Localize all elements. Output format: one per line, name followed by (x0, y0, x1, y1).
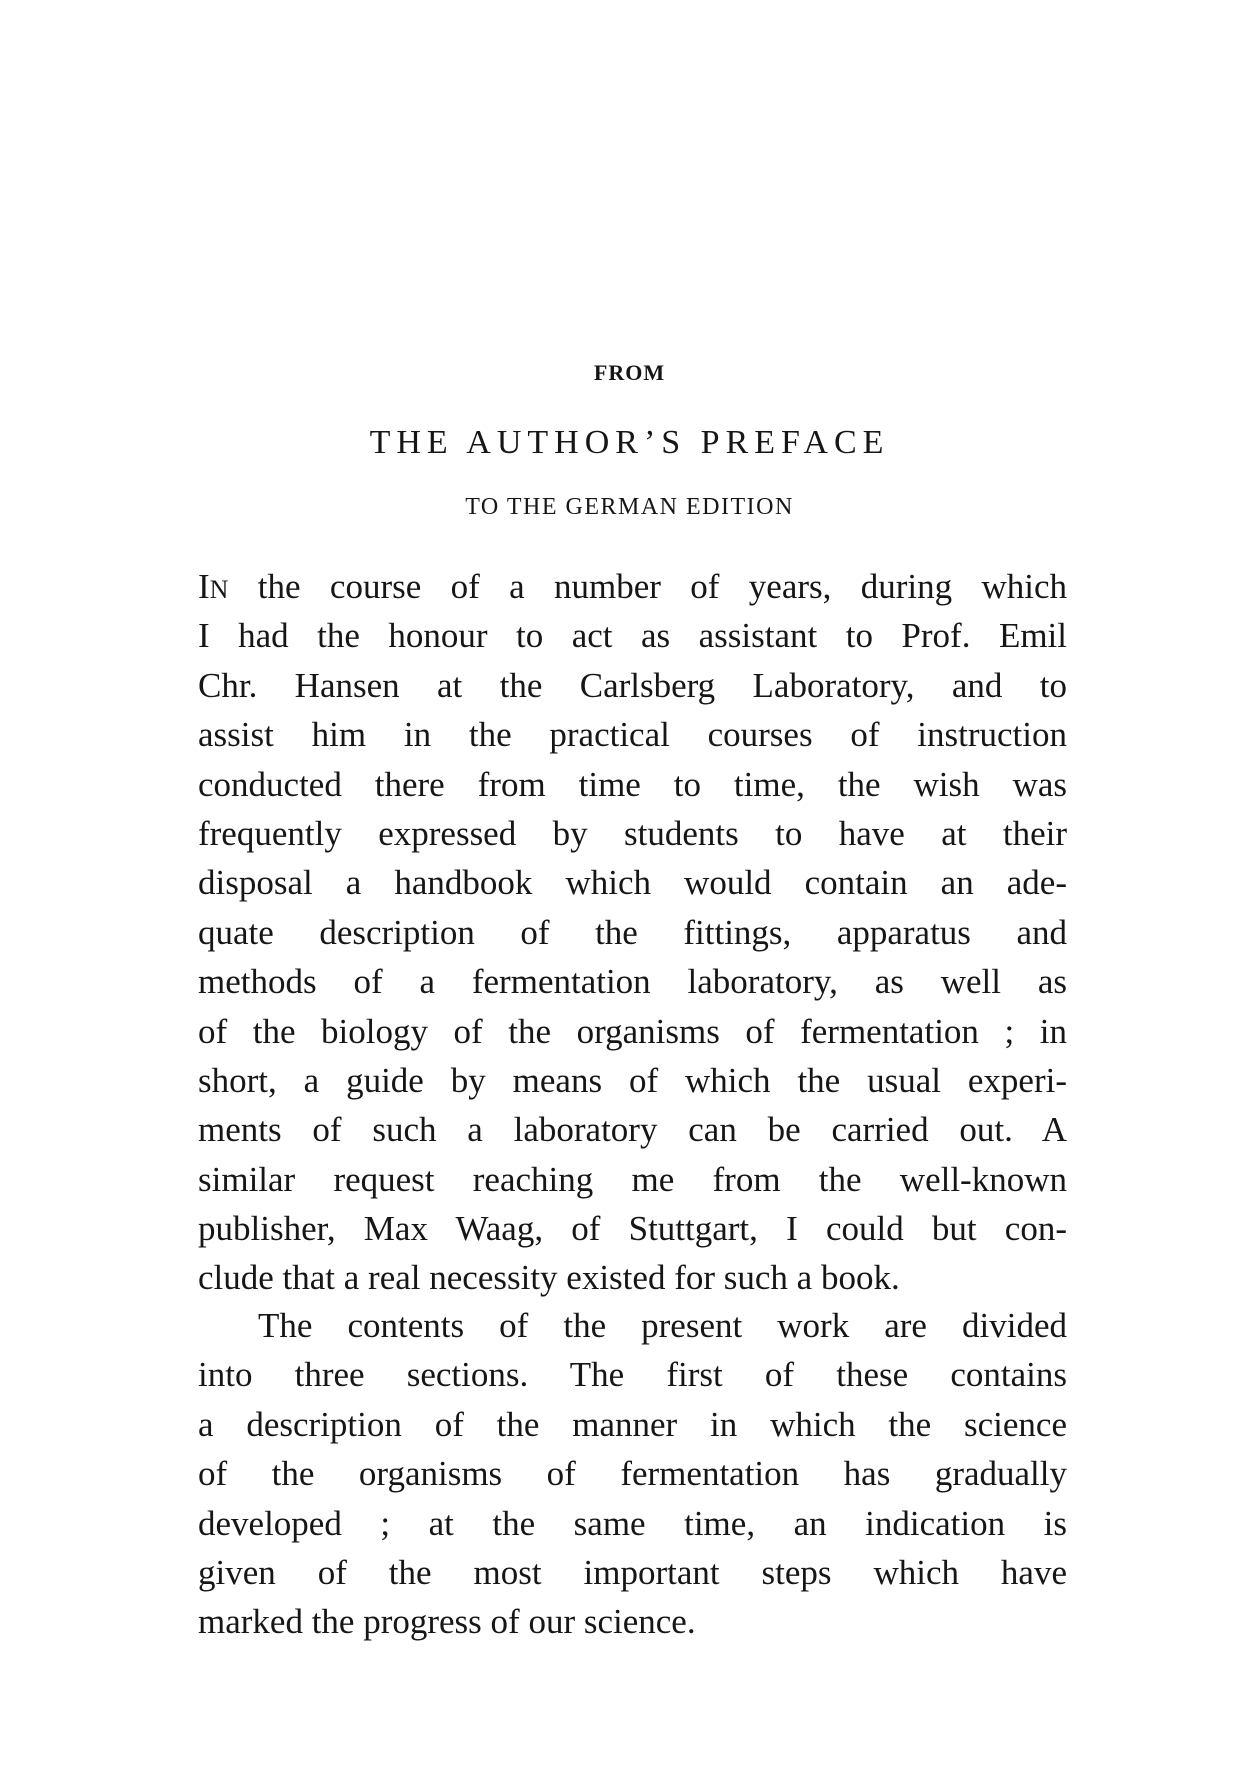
first-line-text: the course of a number of years, during which (228, 567, 1067, 606)
text-line: similar request reaching me from the well-known (198, 1159, 1067, 1199)
text-line: conducted there from time to time, the wish was (198, 764, 1067, 804)
text-line: methods of a fermentation laboratory, as well as (198, 962, 1067, 1002)
text-line: short, a guide by means of which the usual experi- (198, 1060, 1067, 1100)
text-line: quate description of the fittings, apparatus and (198, 912, 1067, 952)
text-line: marked the progress of our science. (198, 1602, 696, 1642)
text-line: I had the honour to act as assistant to Prof. Emil (198, 616, 1067, 656)
text-line: ments of such a laboratory can be carried out. A (198, 1110, 1067, 1150)
smallcaps-letter: N (209, 575, 229, 604)
text-line: disposal a handbook which would contain an ade- (198, 863, 1067, 903)
text-line: The contents of the present work are divided (258, 1306, 1067, 1345)
text-line: of the biology of the organisms of fermentation ; in (198, 1011, 1067, 1051)
paragraph-2 (198, 1301, 1067, 1647)
text-line: clude that a real necessity existed for such a book. (198, 1258, 900, 1298)
text-line: into three sections. The first of these contains (198, 1355, 1067, 1395)
preface-title: THE AUTHOR’S PREFACE (369, 424, 890, 461)
paragraph-1 (198, 562, 1067, 1303)
text-line: developed ; at the same time, an indication is (198, 1503, 1067, 1543)
text-line: frequently expressed by students to have at their (198, 813, 1067, 853)
text-line: of the organisms of fermentation has gradually (198, 1454, 1067, 1494)
text-line: Chr. Hansen at the Carlsberg Laboratory, and to (198, 665, 1067, 705)
text-line: a description of the manner in which the science (198, 1404, 1067, 1444)
text-line (198, 562, 1067, 611)
text-line: given of the most important steps which have (198, 1552, 1067, 1592)
heading-from: FROM (593, 360, 666, 385)
text-line: assist him in the practical courses of instruction (198, 715, 1067, 755)
preface-subtitle: TO THE GERMAN EDITION (465, 494, 794, 520)
text-line: publisher, Max Waag, of Stuttgart, I could but con- (198, 1209, 1067, 1249)
dropcap-letter: I (198, 567, 210, 606)
